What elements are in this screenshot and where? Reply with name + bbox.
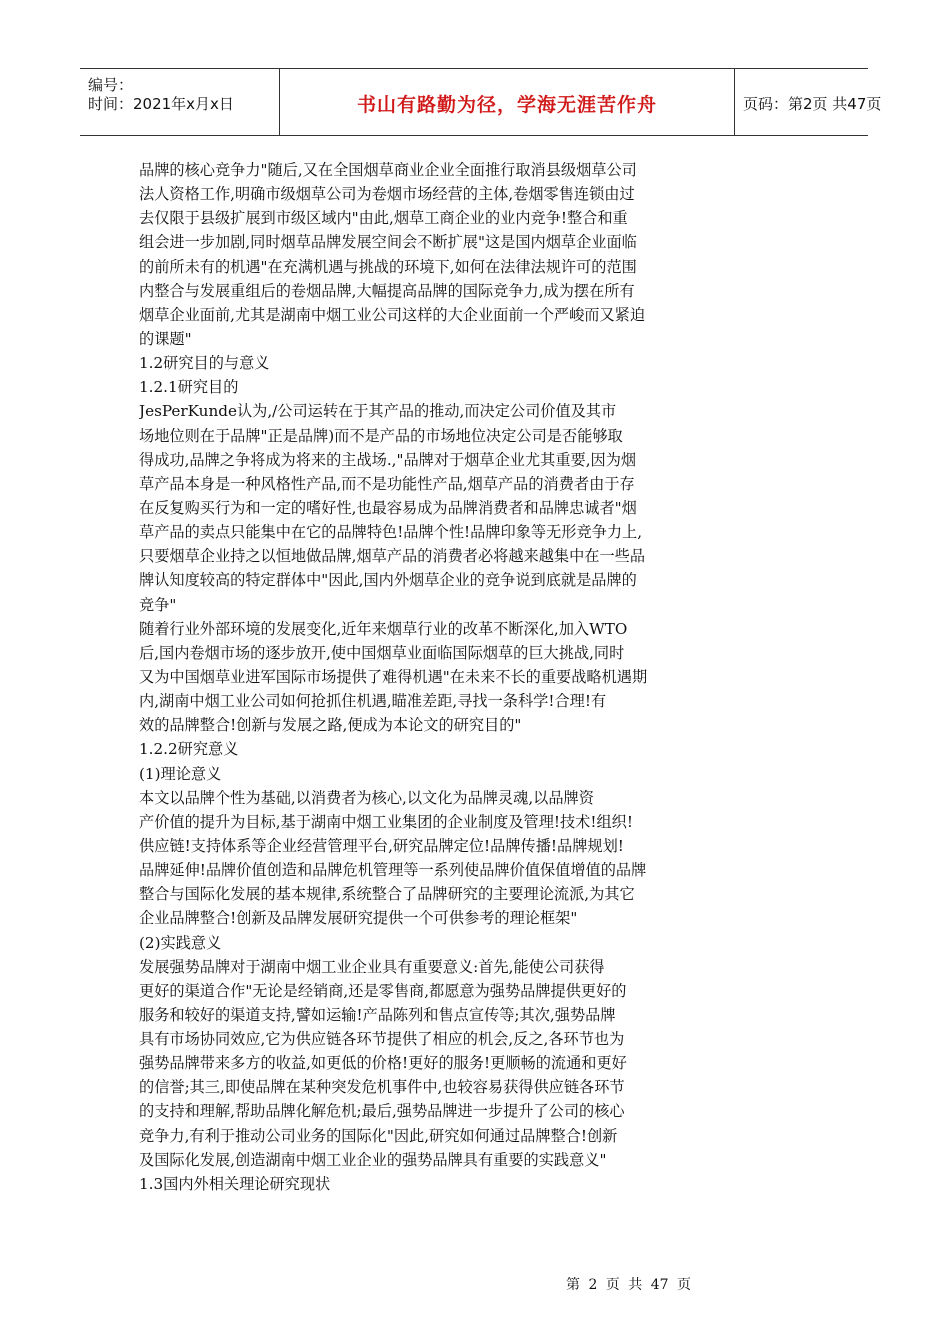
text-line: 竞争" bbox=[139, 595, 177, 614]
text-line: 供应链!支持体系等企业经营管理平台,研究品牌定位!品牌传播!品牌规划! bbox=[139, 836, 624, 855]
text-line: 1.2.2研究意义 bbox=[139, 740, 239, 759]
header-page-number: 页码：第2页 共47页 bbox=[743, 95, 882, 113]
text-line: 去仅限于县级扩展到市级区域内"由此,烟草工商企业的业内竞争!整合和重 bbox=[139, 209, 628, 228]
text-line: 竞争力,有利于推动公司业务的国际化"因此,研究如何通过品牌整合!创新 bbox=[139, 1126, 618, 1145]
text-line: 草产品的卖点只能集中在它的品牌特色!品牌个性!品牌印象等无形竞争力上, bbox=[139, 523, 643, 542]
text-line: 1.2.1研究目的 bbox=[139, 378, 239, 397]
page-footer: 第 2 页 共 47 页 bbox=[566, 1277, 691, 1293]
text-line: 的信誉;其三,即使品牌在某种突发危机事件中,也较容易获得供应链各环节 bbox=[139, 1078, 625, 1097]
text-line: 的支持和理解,帮助品牌化解危机;最后,强势品牌进一步提升了公司的核心 bbox=[139, 1102, 625, 1121]
text-line: 组会进一步加剧,同时烟草品牌发展空间会不断扩展"这是国内烟草企业面临 bbox=[139, 233, 637, 252]
text-line: 随着行业外部环境的发展变化,近年来烟草行业的改革不断深化,加入WTO bbox=[139, 619, 628, 638]
text-line: 及国际化发展,创造湖南中烟工业企业的强势品牌具有重要的实践意义" bbox=[139, 1150, 607, 1169]
text-line: 草产品本身是一种风格性产品,而不是功能性产品,烟草产品的消费者由于存 bbox=[139, 474, 635, 493]
header-motto-cell bbox=[280, 69, 735, 135]
text-line: 场地位则在于品牌"正是品牌)而不是产品的市场地位决定公司是否能够取 bbox=[139, 426, 623, 445]
text-line: 企业品牌整合!创新及品牌发展研究提供一个可供参考的理论框架" bbox=[139, 909, 578, 928]
text-line: 强势品牌带来多方的收益,如更低的价格!更好的服务!更顺畅的流通和更好 bbox=[139, 1054, 627, 1073]
text-line: 本文以品牌个性为基础,以消费者为核心,以文化为品牌灵魂,以品牌资 bbox=[139, 788, 594, 807]
text-line: 更好的渠道合作"无论是经销商,还是零售商,都愿意为强势品牌提供更好的 bbox=[139, 981, 627, 1000]
document-time-label: 时间：2021年x月x日 bbox=[88, 95, 234, 113]
text-line: 具有市场协同效应,它为供应链各环节提供了相应的机会,反之,各环节也为 bbox=[139, 1030, 625, 1049]
text-line: 的前所未有的机遇"在充满机遇与挑战的环境下,如何在法律法规许可的范围 bbox=[139, 257, 637, 276]
header-info-cell bbox=[80, 69, 280, 135]
text-line: 整合与国际化发展的基本规律,系统整合了品牌研究的主要理论流派,为其它 bbox=[139, 885, 635, 904]
text-line: 品牌延伸!品牌价值创造和品牌危机管理等一系列使品牌价值保值增值的品牌 bbox=[139, 861, 647, 880]
text-line: 效的品牌整合!创新与发展之路,便成为本论文的研究目的" bbox=[139, 716, 522, 735]
document-body bbox=[139, 158, 719, 1196]
text-line: 1.2研究目的与意义 bbox=[139, 354, 270, 373]
text-line: 又为中国烟草业进军国际市场提供了难得机遇"在未来不长的重要战略机遇期 bbox=[139, 667, 648, 686]
text-line: 牌认知度较高的特定群体中"因此,国内外烟草企业的竞争说到底就是品牌的 bbox=[139, 571, 637, 590]
text-line: JesPerKunde认为,/公司运转在于其产品的推动,而决定公司价值及其市 bbox=[139, 402, 617, 421]
text-line: (2)实践意义 bbox=[139, 933, 222, 952]
text-line: 内整合与发展重组后的卷烟品牌,大幅提高品牌的国际竞争力,成为摆在所有 bbox=[139, 281, 635, 300]
text-line: 烟草企业面前,尤其是湖南中烟工业公司这样的大企业面前一个严峻而又紧迫 bbox=[139, 305, 646, 324]
text-line: 1.3国内外相关理论研究现状 bbox=[139, 1174, 331, 1193]
text-line: 得成功,品牌之争将成为将来的主战场.,"品牌对于烟草企业尤其重要,因为烟 bbox=[139, 450, 637, 469]
text-line: 内,湖南中烟工业公司如何抢抓住机遇,瞄准差距,寻找一条科学!合理!有 bbox=[139, 692, 607, 711]
text-line: 品牌的核心竞争力"随后,又在全国烟草商业企业全面推行取消县级烟草公司 bbox=[139, 161, 637, 179]
text-line: 后,国内卷烟市场的逐步放开,使中国烟草业面临国际烟草的巨大挑战,同时 bbox=[139, 643, 625, 662]
text-line: 发展强势品牌对于湖南中烟工业企业具有重要意义:首先,能使公司获得 bbox=[139, 957, 605, 976]
text-line: 在反复购买行为和一定的嗜好性,也最容易成为品牌消费者和品牌忠诚者"烟 bbox=[139, 498, 637, 517]
header-motto: 书山有路勤为径，学海无涯苦作舟 bbox=[356, 94, 657, 116]
page-header bbox=[80, 68, 882, 136]
header-page-cell bbox=[735, 69, 882, 135]
text-line: 的课题" bbox=[139, 329, 192, 348]
text-line: 产价值的提升为目标,基于湖南中烟工业集团的企业制度及管理!技术!组织! bbox=[139, 812, 633, 831]
text-line: 只要烟草企业持之以恒地做品牌,烟草产品的消费者必将越来越集中在一些品 bbox=[139, 547, 646, 566]
text-line: (1)理论意义 bbox=[139, 764, 222, 783]
text-line: 服务和较好的渠道支持,譬如运输!产品陈列和售点宣传等;其次,强势品牌 bbox=[139, 1005, 616, 1024]
document-number-label: 编号： bbox=[88, 76, 134, 94]
text-line: 法人资格工作,明确市级烟草公司为卷烟市场经营的主体,卷烟零售连锁由过 bbox=[139, 185, 635, 204]
